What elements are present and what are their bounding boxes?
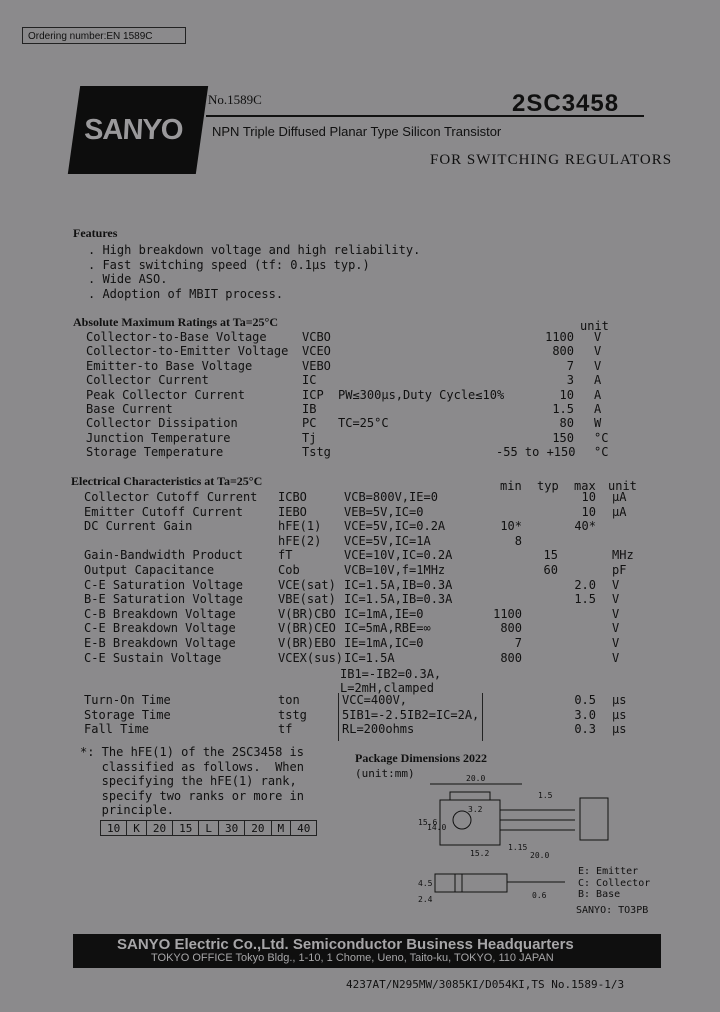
elec-condition: IC=5mA,RBE=∞	[344, 621, 431, 636]
elec-unit: μA	[612, 504, 627, 519]
elec-unit: μA	[612, 490, 627, 504]
elec-title: Electrical Characteristics at Ta=25°C	[71, 474, 263, 488]
elec-symbol: V(BR)CEO	[278, 621, 336, 636]
elec-condition: IC=1.5A,IB=0.3A	[344, 577, 453, 592]
abs-max-value: 1100	[545, 330, 574, 344]
elec-condition: VCE=5V,IC=1A	[344, 533, 431, 548]
elec-param: Output Capacitance	[84, 563, 215, 577]
abs-max-unit: V	[594, 344, 602, 359]
elec-condition: VCB=10V,f=1MHz	[344, 563, 446, 577]
dim-label: 15.2	[470, 849, 490, 858]
elec-condition: IE=1mA,IC=0	[344, 636, 424, 650]
header-rule	[206, 115, 644, 117]
elec-param: C-B Breakdown Voltage	[84, 606, 236, 621]
type-line: NPN Triple Diffused Planar Type Silicon Transistor	[212, 124, 502, 139]
switching-condition: 5IB1=-2.5IB2=IC=2A,	[342, 707, 480, 722]
package-title: Package Dimensions 2022	[355, 751, 487, 765]
elec-unit: V	[612, 650, 620, 665]
elec-unit: MHz	[612, 548, 634, 563]
abs-max-symbol: IC	[302, 373, 317, 388]
switching-unit: μs	[612, 693, 627, 707]
elec-param: DC Current Gain	[84, 519, 193, 534]
switching-max: 0.5	[574, 693, 596, 707]
switching-symbol: ton	[278, 693, 300, 707]
side-view	[580, 798, 608, 840]
dim-label: 20.0	[466, 774, 486, 783]
elec-typ-header: typ	[537, 479, 559, 493]
note-line: *: The hFE(1) of the 2SC3458 is	[80, 745, 304, 759]
abs-max-symbol: ICP	[302, 387, 324, 402]
part-number-box	[512, 90, 642, 117]
dim-label: 1.5	[538, 791, 553, 800]
package-tab	[450, 792, 490, 800]
rank-cell: 10	[101, 821, 127, 836]
switching-param: Fall Time	[84, 722, 150, 736]
elec-unit: V	[612, 577, 620, 592]
rank-cell: K	[127, 821, 147, 836]
features-title: Features	[73, 226, 118, 240]
pin-collector: C: Collector	[578, 878, 651, 889]
elec-param: Gain-Bandwidth Product	[84, 548, 243, 563]
dim-label: 1.15	[508, 843, 528, 852]
abs-max-value: 10	[559, 387, 574, 402]
elec-param: C-E Sustain Voltage	[84, 650, 222, 665]
elec-min: 1100	[493, 606, 522, 621]
elec-max: 10	[581, 504, 596, 519]
feature-item: . Fast switching speed (tf: 0.1μs typ.)	[88, 258, 370, 272]
switching-max: 3.0	[574, 707, 596, 722]
rank-cell: 30	[219, 821, 245, 836]
doc-number: No.1589C	[208, 92, 262, 107]
abs-max-param: Base Current	[86, 402, 173, 416]
elec-symbol: hFE(1)	[278, 519, 322, 534]
abs-max-condition: PW≤300μs,Duty Cycle≤10%	[338, 387, 505, 402]
elec-min: 800	[500, 621, 522, 636]
abs-max-unit: °C	[594, 445, 609, 460]
abs-max-value: 150	[552, 430, 574, 445]
elec-condition: IC=1.5A,IB=0.3A	[344, 592, 453, 607]
feature-item: . High breakdown voltage and high reliability.	[88, 243, 421, 257]
abs-max-symbol: VCEO	[302, 344, 331, 359]
switching-unit: μs	[612, 707, 627, 722]
elec-max-header: max	[574, 479, 596, 493]
note-line: specifying the hFE(1) rank,	[80, 774, 297, 788]
abs-max-param: Collector-to-Base Voltage	[86, 330, 267, 344]
abs-max-value: 3	[566, 373, 574, 388]
rank-cell: 20	[146, 821, 172, 836]
elec-unit: pF	[612, 563, 627, 577]
feature-item: . Wide ASO.	[88, 272, 168, 286]
dim-label: 15.6	[418, 818, 438, 827]
elec-param: C-E Breakdown Voltage	[84, 621, 236, 636]
sanyo-logo: SANYO	[81, 114, 185, 146]
elec-typ: 15	[543, 548, 558, 563]
elec-param: Emitter Cutoff Current	[84, 504, 243, 519]
pin-emitter: E: Emitter	[578, 866, 639, 877]
abs-max-title: Absolute Maximum Ratings at Ta=25°C	[73, 315, 278, 329]
dim-label: 2.4	[418, 895, 433, 904]
abs-max-param: Collector Dissipation	[86, 416, 238, 431]
part-number: 2SC3458	[512, 90, 620, 117]
elec-max: 40*	[574, 519, 596, 534]
elec-symbol: V(BR)CBO	[278, 606, 336, 621]
elec-symbol: VCE(sat)	[278, 577, 336, 592]
abs-max-param: Collector Current	[86, 373, 209, 388]
rank-cell: M	[271, 821, 291, 836]
abs-max-unit: °C	[594, 430, 609, 445]
rank-cell: L	[199, 821, 219, 836]
abs-max-param: Emitter-to Base Voltage	[86, 358, 253, 373]
elec-min: 7	[514, 636, 522, 650]
ordering-number: Ordering number:EN 1589C	[28, 31, 153, 42]
sustain-cond-3: L=2mH,clamped	[340, 681, 434, 695]
abs-max-value: 7	[566, 358, 574, 373]
footer-address: TOKYO OFFICE Tokyo Bldg., 1-10, 1 Chome, Ueno, Taito-ku, TOKYO, 110 JAPAN	[151, 952, 554, 964]
abs-max-unit: A	[594, 402, 602, 416]
switching-condition: RL=200ohms	[342, 722, 415, 736]
abs-max-symbol: VEBO	[302, 358, 331, 373]
dim-label: 20.0	[530, 851, 550, 860]
elec-condition: IC=1.5A	[344, 650, 395, 665]
elec-condition: IC=1mA,IE=0	[344, 606, 424, 621]
dim-label: 3.2	[468, 805, 483, 814]
abs-max-symbol: VCBO	[302, 330, 331, 344]
abs-max-param: Peak Collector Current	[86, 387, 245, 402]
elec-symbol: VBE(sat)	[278, 592, 336, 607]
doc-reference: 4237AT/N295MW/3085KI/D054KI,TS No.1589-1/3	[346, 978, 625, 991]
sustain-cond-2: IB1=-IB2=0.3A,	[340, 667, 442, 681]
abs-max-unit: A	[594, 373, 602, 388]
elec-symbol: IEBO	[278, 504, 307, 519]
elec-unit: V	[612, 636, 620, 650]
elec-param: Collector Cutoff Current	[84, 490, 258, 504]
pin-base: B: Base	[578, 889, 621, 900]
switching-symbol: tstg	[278, 707, 307, 722]
elec-symbol: V(BR)EBO	[278, 636, 336, 650]
elec-typ: 60	[543, 563, 558, 577]
elec-symbol: hFE(2)	[278, 533, 322, 548]
dim-label: 4.5	[418, 879, 433, 888]
abs-max-condition: TC=25°C	[338, 416, 389, 431]
elec-param: C-E Saturation Voltage	[84, 577, 243, 592]
abs-max-symbol: Tj	[302, 430, 317, 445]
elec-unit: V	[612, 592, 620, 607]
footer-band	[73, 934, 661, 968]
rank-cell: 40	[291, 821, 317, 836]
elec-min: 8	[514, 533, 522, 548]
package-code: SANYO: TO3PB	[576, 905, 649, 916]
abs-max-symbol: Tstg	[302, 445, 331, 460]
abs-max-param: Junction Temperature	[86, 430, 231, 445]
elec-condition: VCE=5V,IC=0.2A	[344, 519, 446, 534]
elec-symbol: fT	[278, 548, 293, 563]
elec-max: 1.5	[574, 592, 596, 607]
elec-unit: V	[612, 606, 620, 621]
elec-unit: V	[612, 621, 620, 636]
footer-company: SANYO Electric Co.,Ltd. Semiconductor Business Headquarters	[117, 936, 574, 953]
dim-label: 14.0	[427, 823, 447, 832]
abs-max-unit: V	[594, 358, 602, 373]
elec-min-header: min	[500, 479, 522, 493]
elec-condition: VCB=800V,IE=0	[344, 490, 438, 504]
ordering-number-box	[22, 27, 186, 44]
elec-max: 10	[581, 490, 596, 504]
rank-table	[100, 820, 317, 836]
package-unit: (unit:mm)	[355, 767, 415, 780]
elec-param: B-E Saturation Voltage	[84, 592, 243, 607]
bottom-view-body	[435, 874, 507, 892]
abs-max-symbol: IB	[302, 402, 317, 416]
note-line: classified as follows. When	[80, 759, 304, 774]
elec-unit-header: unit	[608, 479, 637, 493]
note-line: specify two ranks or more in	[80, 788, 304, 803]
elec-param: E-B Breakdown Voltage	[84, 636, 236, 650]
abs-max-value: 1.5	[552, 402, 574, 416]
elec-min: 10*	[500, 519, 522, 534]
switching-param: Storage Time	[84, 707, 171, 722]
abs-max-unit: V	[594, 330, 602, 344]
feature-item: . Adoption of MBIT process.	[88, 287, 284, 301]
rank-cell: 20	[245, 821, 271, 836]
abs-max-value: 800	[552, 344, 574, 359]
elec-max: 2.0	[574, 577, 596, 592]
abs-max-symbol: PC	[302, 416, 317, 431]
switching-condition: VCC=400V,	[342, 693, 408, 707]
note-line: principle.	[80, 803, 174, 817]
switching-max: 0.3	[574, 722, 596, 736]
elec-min: 800	[500, 650, 522, 665]
rank-cell: 15	[173, 821, 199, 836]
abs-max-unit: A	[594, 387, 602, 402]
elec-symbol: Cob	[278, 563, 300, 577]
elec-symbol: VCEX(sus)	[278, 650, 344, 665]
abs-max-param: Storage Temperature	[86, 445, 224, 460]
abs-max-unit-header: unit	[580, 319, 609, 333]
dim-label: 0.6	[532, 891, 547, 900]
abs-max-value: -55 to +150	[496, 445, 576, 460]
purpose-line: FOR SWITCHING REGULATORS	[430, 152, 673, 168]
abs-max-param: Collector-to-Emitter Voltage	[86, 344, 289, 359]
abs-max-unit: W	[594, 416, 602, 431]
switching-param: Turn-On Time	[84, 693, 171, 707]
switching-unit: μs	[612, 722, 627, 736]
elec-symbol: ICBO	[278, 490, 307, 504]
elec-condition: VCE=10V,IC=0.2A	[344, 548, 453, 563]
abs-max-value: 80	[559, 416, 574, 431]
elec-condition: VEB=5V,IC=0	[344, 504, 424, 519]
switching-symbol: tf	[278, 722, 293, 736]
